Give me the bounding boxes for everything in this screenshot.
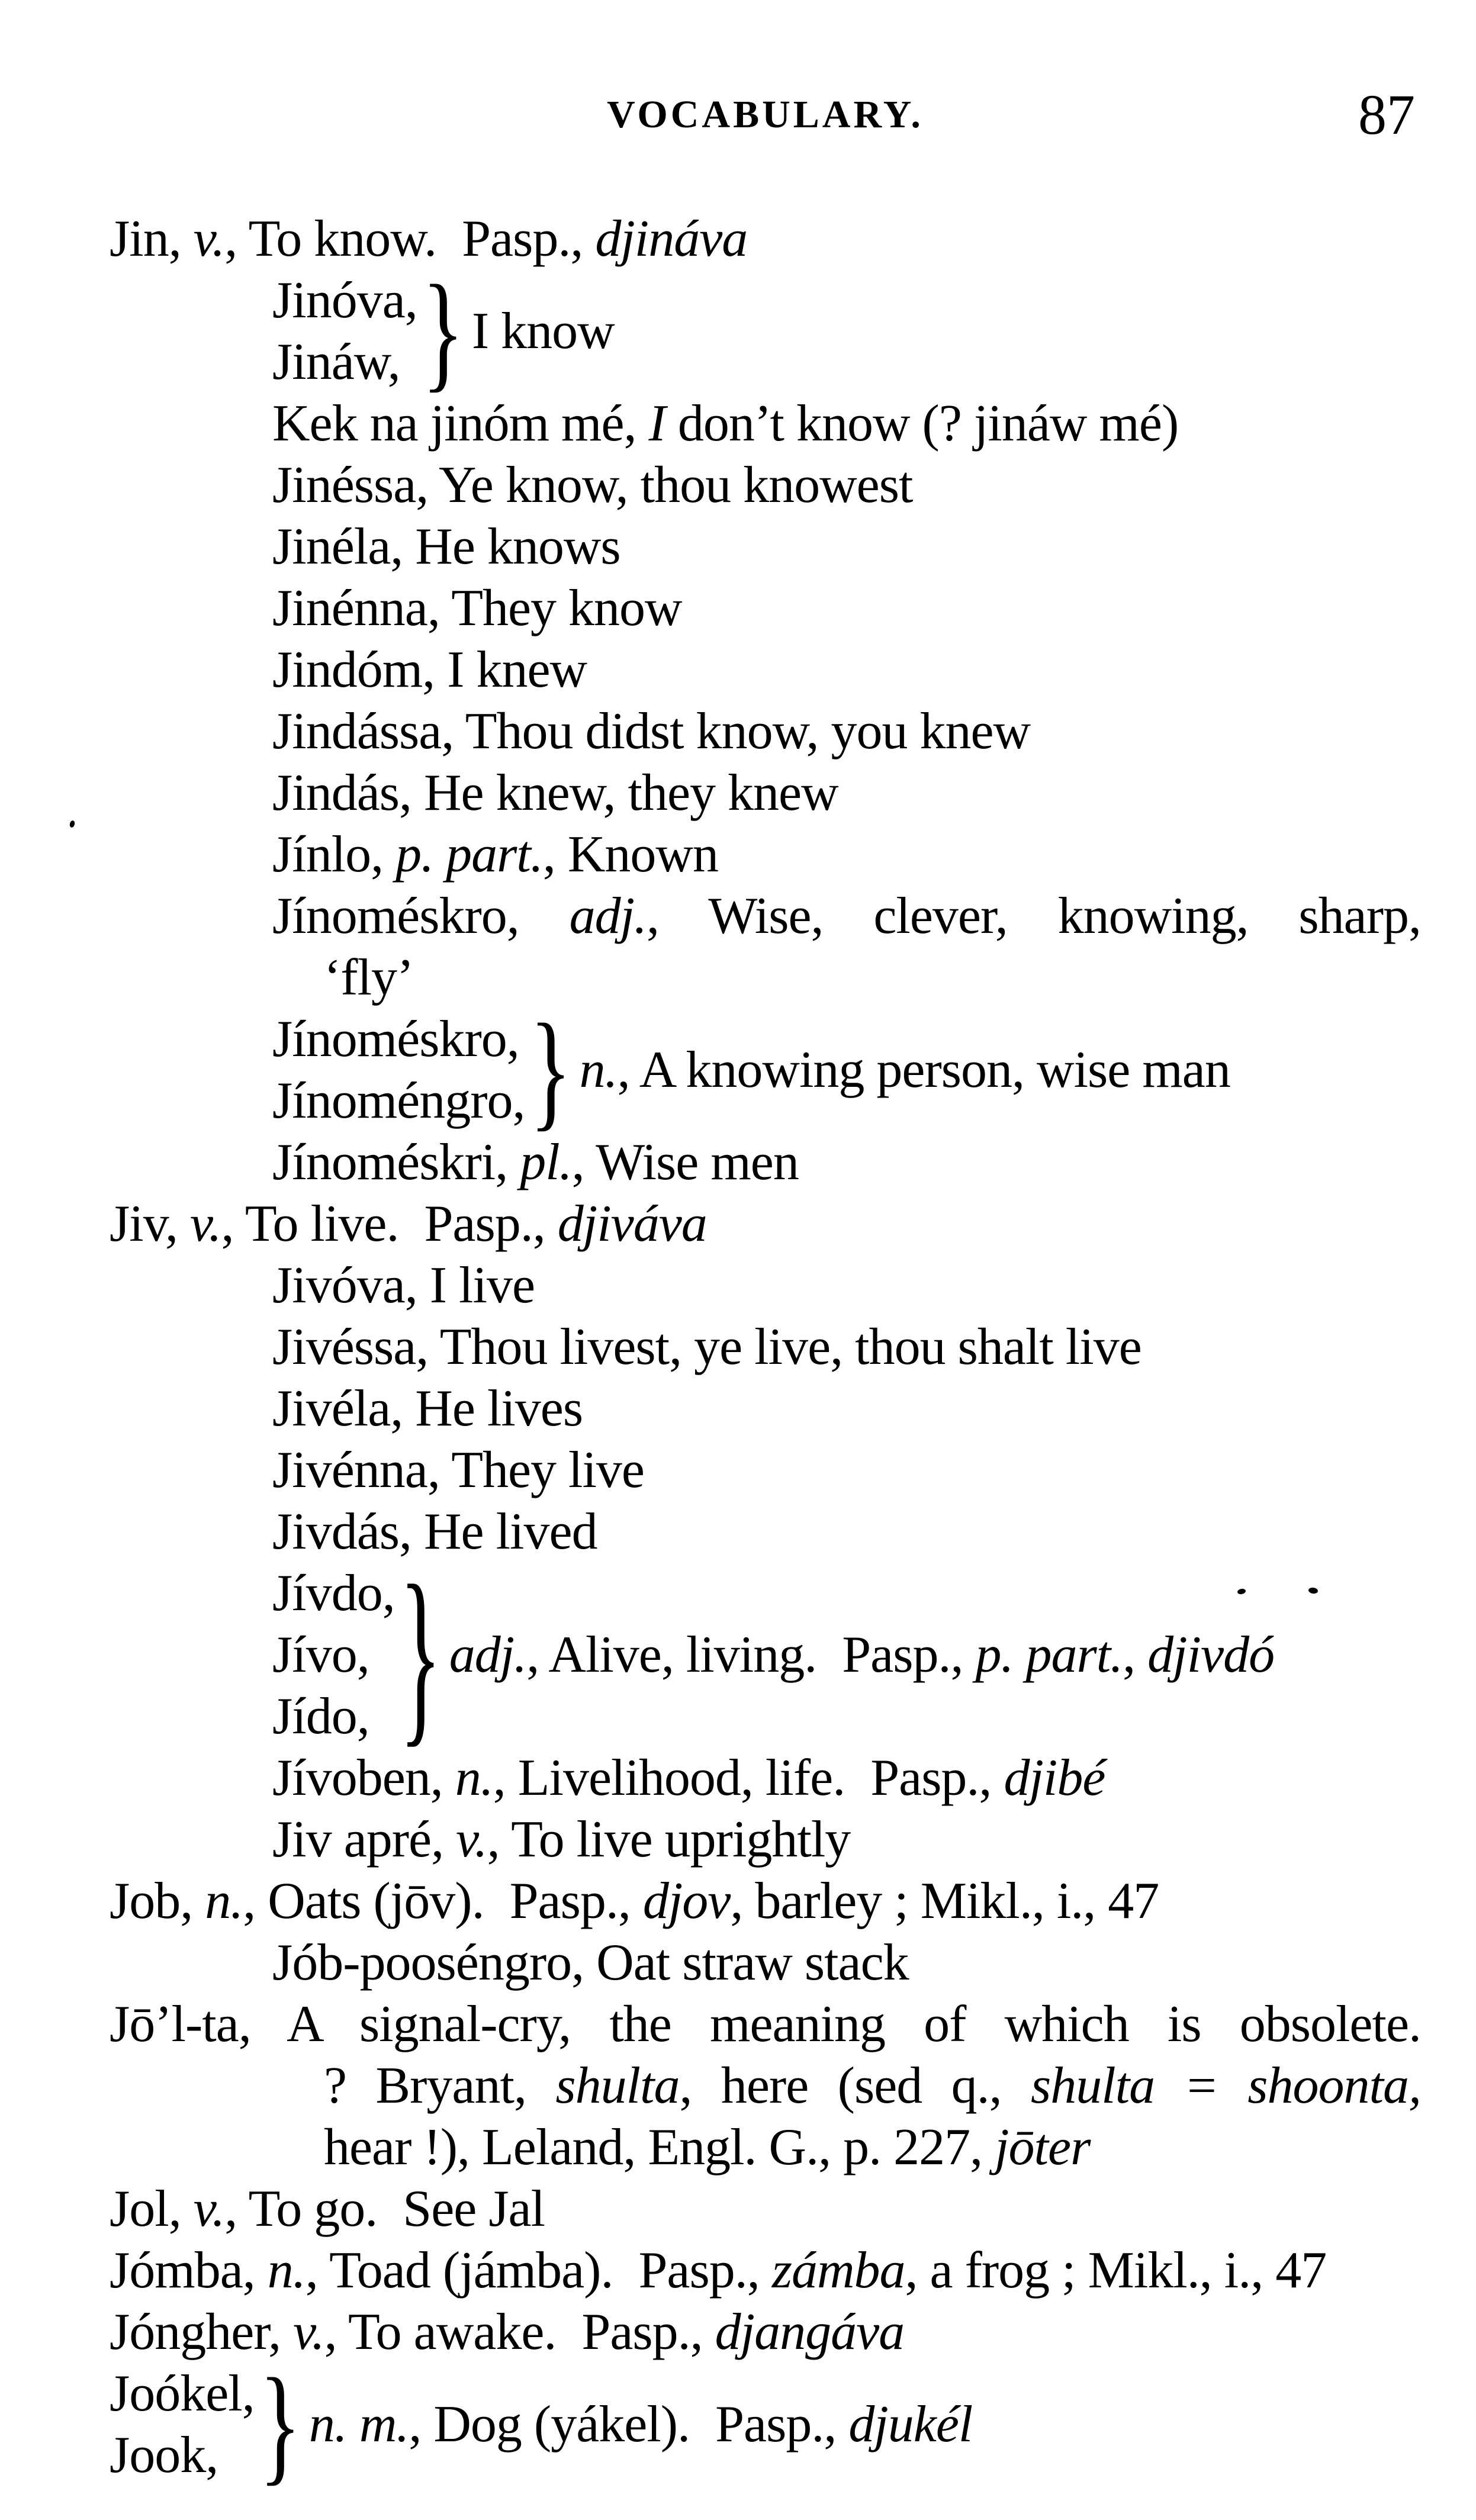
italic-text: v.	[193, 2180, 225, 2238]
italic-text: jōter	[995, 2119, 1091, 2176]
ink-speck	[69, 820, 76, 828]
italic-text: djov	[642, 1872, 731, 1930]
plain-text: Jivénna, They live	[272, 1441, 644, 1499]
plain-text: Jiv,	[110, 1195, 190, 1253]
curly-brace: }	[259, 2352, 301, 2498]
italic-text: djibé	[1004, 1749, 1105, 1807]
italic-text: shulta	[555, 2057, 680, 2115]
italic-text: p. part.	[395, 826, 543, 883]
curly-brace: }	[529, 997, 571, 1143]
entry-line	[272, 516, 1421, 578]
plain-text: , Toad (jámba). Pasp.,	[305, 2242, 772, 2299]
curly-brace: }	[399, 1546, 441, 1765]
entry-line	[272, 886, 1421, 947]
plain-text: , A knowing person, wise man	[617, 1041, 1230, 1099]
curly-brace: }	[422, 259, 464, 404]
entry-line	[272, 1317, 1421, 1378]
entry-word: Jívo,	[272, 1626, 369, 1684]
plain-text: hear !), Leland, Engl. G., p. 227,	[324, 2119, 995, 2176]
entry-line	[272, 701, 1421, 762]
italic-text: djangáva	[715, 2303, 905, 2361]
plain-text: Kek na jinóm mé,	[272, 395, 649, 452]
plain-text: Jinénna, They know	[272, 580, 682, 637]
entry-word: Jook,	[110, 2426, 218, 2484]
plain-text: Jivdás, He lived	[272, 1503, 597, 1560]
italic-text: shulta = shoonta,	[1031, 2057, 1421, 2115]
brace-word-column	[110, 2363, 255, 2486]
entry-line	[324, 947, 1421, 1009]
italic-text: djiváva	[557, 1195, 707, 1253]
plain-text: , Dog (yákel). Pasp.,	[409, 2396, 849, 2453]
entry-line	[110, 1994, 1421, 2055]
plain-text: Jób-pooséngro, Oat straw stack	[272, 1934, 909, 1991]
plain-text: I know	[471, 302, 615, 360]
plain-text: , Known	[542, 826, 718, 883]
entry-line	[272, 1809, 1421, 1871]
page-content	[110, 0, 1421, 2498]
page-header	[110, 83, 1421, 154]
plain-text: Jinéla, He knows	[272, 518, 620, 575]
plain-text: Job,	[110, 1872, 205, 1930]
entry-line	[110, 2240, 1421, 2302]
plain-text: ? Bryant,	[324, 2057, 556, 2115]
italic-text: v.	[456, 1811, 487, 1868]
entry-line	[110, 208, 1421, 270]
plain-text: Jínoméskri,	[272, 1134, 520, 1191]
plain-text: , To know. Pasp.,	[224, 210, 596, 268]
plain-text: Jinéssa, Ye know, thou knowest	[272, 456, 913, 514]
entry-definition	[580, 1039, 1230, 1101]
entry-definition	[309, 2394, 973, 2455]
plain-text: , Livelihood, life. Pasp.,	[493, 1749, 1004, 1807]
plain-text: Jō’l-ta, A signal-cry, the meaning of which is obsolete.	[110, 1996, 1421, 2053]
entry-line	[272, 578, 1421, 639]
brace-word-column	[272, 1563, 395, 1747]
entry-word: Jínoméngro,	[272, 1072, 525, 1129]
italic-text: n.	[205, 1872, 243, 1930]
italic-text: p. part.	[975, 1626, 1123, 1684]
brace-group	[272, 259, 1421, 404]
brace-word-column	[272, 270, 417, 393]
plain-text: , Wise men	[571, 1134, 799, 1191]
plain-text: Jivéla, He lives	[272, 1380, 583, 1437]
entry-line	[110, 2302, 1421, 2363]
entry-line	[110, 2178, 1421, 2240]
entry-line	[272, 1440, 1421, 1501]
plain-text: , Oats (jōv). Pasp.,	[243, 1872, 643, 1930]
plain-text: Jívoben,	[272, 1749, 455, 1807]
brace-group	[272, 997, 1421, 1143]
italic-text: zámba	[771, 2242, 905, 2299]
plain-text: Jindássa, Thou didst know, you knew	[272, 703, 1031, 760]
italic-text: adj.	[569, 887, 647, 945]
plain-text: Jivóva, I live	[272, 1257, 535, 1314]
italic-text: djináva	[595, 210, 748, 268]
entry-definition	[449, 1624, 1274, 1686]
entry-line	[272, 455, 1421, 516]
italic-text: djivdó	[1147, 1626, 1275, 1684]
entry-line	[272, 1255, 1421, 1317]
plain-text: , barley ; Mikl., i., 47	[730, 1872, 1159, 1930]
entry-word: Jináw,	[272, 333, 400, 391]
plain-text: Jínoméskro,	[272, 887, 570, 945]
plain-text: , To live. Pasp.,	[221, 1195, 558, 1253]
entry-word: Jinóva,	[272, 272, 417, 329]
plain-text: Jivéssa, Thou livest, ye live, thou shalt live	[272, 1318, 1141, 1376]
plain-text: Jóngher,	[110, 2303, 294, 2361]
plain-text: Jin,	[110, 210, 194, 268]
plain-text: , To go. See Jal	[224, 2180, 545, 2238]
plain-text: , Alive, living. Pasp.,	[526, 1626, 976, 1684]
entry-word: Jívdo,	[272, 1565, 395, 1622]
entry-line	[110, 1871, 1421, 1932]
entry-line	[272, 824, 1421, 886]
plain-text: Jínlo,	[272, 826, 396, 883]
entry-line	[272, 762, 1421, 824]
entry-line	[272, 1378, 1421, 1440]
italic-text: I	[648, 395, 665, 452]
entry-line	[324, 2055, 1421, 2117]
entry-line	[272, 1932, 1421, 1994]
italic-text: n.	[579, 1041, 618, 1099]
plain-text: , To awake. Pasp.,	[324, 2303, 715, 2361]
entry-word: Joókel,	[110, 2365, 255, 2422]
entry-line	[272, 1132, 1421, 1193]
plain-text: Jindás, He knew, they knew	[272, 764, 838, 822]
italic-text: djukél	[848, 2396, 973, 2453]
plain-text: Jindóm, I knew	[272, 641, 587, 699]
italic-text: n.	[267, 2242, 306, 2299]
italic-text: n. m.	[308, 2396, 409, 2453]
italic-text: v.	[293, 2303, 324, 2361]
entry-line	[272, 1501, 1421, 1563]
plain-text: ,	[1123, 1626, 1148, 1684]
brace-word-column	[272, 1009, 525, 1132]
entry-word: Jído,	[272, 1688, 369, 1745]
entry-line	[110, 1193, 1421, 1255]
vocabulary-entries	[110, 208, 1421, 2498]
plain-text: don’t know (? jináw mé)	[665, 395, 1179, 452]
entry-line	[272, 639, 1421, 701]
italic-text: n.	[455, 1749, 493, 1807]
entry-word: Jínoméskro,	[272, 1010, 519, 1068]
plain-text: Jol,	[110, 2180, 194, 2238]
page-number: 87	[1358, 83, 1415, 146]
italic-text: pl.	[520, 1134, 572, 1191]
plain-text: Jómba,	[110, 2242, 268, 2299]
brace-group	[110, 2352, 1421, 2498]
plain-text: ‘fly’	[324, 949, 414, 1006]
plain-text: , To live uprightly	[487, 1811, 851, 1868]
entry-line	[324, 2117, 1421, 2178]
plain-text: , here (sed q.,	[679, 2057, 1031, 2115]
italic-text: v.	[193, 210, 225, 268]
entry-line	[272, 1747, 1421, 1809]
brace-group	[272, 1546, 1421, 1765]
italic-text: adj.	[449, 1626, 527, 1684]
plain-text: , a frog ; Mikl., i., 47	[905, 2242, 1327, 2299]
plain-text: Jiv apré,	[272, 1811, 456, 1868]
page-title: VOCABULARY.	[607, 93, 924, 136]
plain-text: , Wise, clever, knowing, sharp,	[647, 887, 1421, 945]
italic-text: v.	[189, 1195, 221, 1253]
entry-definition	[472, 301, 615, 362]
